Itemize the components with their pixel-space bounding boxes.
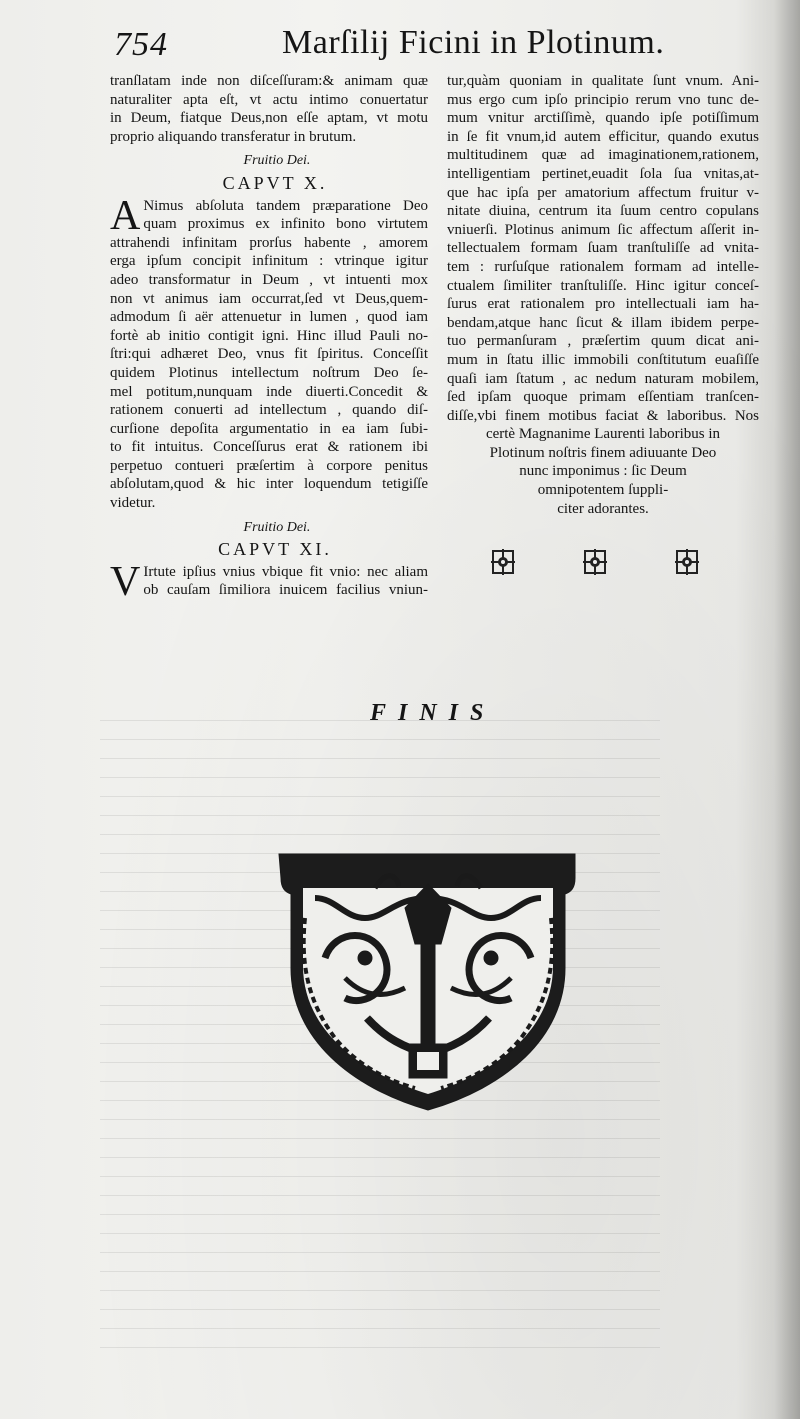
page-number: 754 (114, 26, 168, 63)
running-head: Marſilij Ficini in Plotinum. (282, 24, 665, 61)
text-line: ctualem ſimiliter tranſtuliſſe. Hinc igitur conceſ- (447, 277, 759, 294)
text-line: admodum ſi aër attenuetur in lumen , quod iam (110, 309, 428, 326)
text-line: attrahendi infinitam prorſus habente , amorem (110, 234, 428, 251)
text-line: quam proximus ex infinito bono virtutem (143, 216, 428, 233)
text-line: proprio aliquando transferatur in brutum. (110, 128, 357, 145)
chapter-heading: CAPVT XI. (218, 539, 332, 560)
chapter-heading: CAPVT X. (222, 172, 328, 193)
text-line: mum in ſtatu illic immobili conſtitutum euaſiſſe (447, 351, 759, 368)
text-line: in Deum, fiatque Deus,non eſſe aptam, vt motu (110, 110, 428, 127)
chapter-opening (110, 558, 428, 605)
drop-cap: A (110, 192, 141, 239)
text-line: que hac ipſa per amatorium affectum fruitur v- (447, 184, 759, 201)
text-line: in ſe fit vnum,id autem efficitur, quando exutus (447, 128, 759, 145)
right-column (447, 72, 759, 518)
text-line: rationem conuerti ad intellectum , quando diſ- (110, 402, 428, 419)
text-line: tranſlatam inde non diſceſſuram:& animam quæ (110, 73, 428, 89)
text-line: nitate diuina, centrum ita ſuum centro copulans (447, 203, 759, 220)
text-line: tem : rurſuſque rationalem formam ad intelle- (447, 258, 759, 275)
text-line: videtur. (110, 495, 156, 512)
text-line: quaſi iam ſtatum , ac nedum naturam mobilem, (447, 370, 759, 387)
text-line: intelligentiam pertinet,euadit ſola ſua vnitas,at- (447, 165, 759, 182)
text-line: mus ergo cum ipſo principio rerum vno tunc de- (447, 91, 759, 108)
text-line: curſione depoſita argumentatio in ea iam ſubi- (110, 420, 428, 437)
text-line: perpetuo contueri præſertim à corpore penitus (110, 457, 428, 474)
text-line: ſtri:qui adhæret Deo, vnus fit ſpiritus. Conceſſit (110, 346, 428, 363)
text-line: Plotinum noſtris finem adiuuante Deo (489, 444, 717, 461)
text-line: certè Magnanime Laurenti laboribus in (485, 426, 721, 443)
text-line: ſurus erat rationalem pro intellectuali iam ha- (447, 296, 759, 313)
text-line: ob cauſam ſimiliora inuicem facilius vniun- (143, 582, 428, 599)
text-line: quidem Plotinus intellectum noſtrum Deo ſe- (110, 364, 428, 381)
chapter-opening (110, 192, 428, 239)
text-line: diſſe,vbi finem motibus faciat & laboribus. Nos (447, 407, 759, 424)
text-line: tur,quàm quoniam in qualitate ſunt vnum. Ani- (447, 73, 759, 89)
text-line: citer adorantes. (557, 500, 649, 517)
text-line: naturaliter apta eſt, vt actu intimo conuertatur (110, 91, 428, 108)
text-line: Irtute ipſius vnius vbique fit vnio: nec aliam (143, 563, 428, 580)
woodcut-tailpiece-icon (275, 848, 581, 1116)
fleuron-ornament-icon (490, 548, 516, 576)
gutter-shadow (774, 0, 800, 1419)
text-line: tellectualem formam ſuam tranſtuliſſe ad vnita- (447, 240, 759, 257)
rubric: Fruitio Dei. (243, 153, 311, 169)
text-line: vniuerſi. Plotinus animum ſic affectum aſſerit in- (447, 221, 759, 238)
text-line: omnipotentem ſuppli- (537, 482, 669, 499)
text-line: bendam,atque hanc ſicut & illam ibidem perpe- (447, 314, 759, 331)
rubric: Fruitio Dei. (243, 519, 311, 535)
text-line: nunc imponimus : ſic Deum (519, 463, 687, 480)
text-line: to fit intuitus. Conceſſurus erat & rationem ibi (110, 439, 428, 456)
text-line: Nimus abſoluta tandem præparatione Deo (143, 197, 428, 214)
text-line: fortè ab initio contigit igni. Hinc illud Pauli no- (110, 327, 428, 344)
fleuron-row (490, 548, 700, 578)
text-line: multitudinem quæ ad imaginationem,rationem, (447, 147, 759, 164)
text-line: ſed ipſam quoque primam eſſentiam tranſcen- (447, 389, 759, 406)
text-line: abſolutam,quod & hic inter loquendum tetigiſſe (110, 476, 428, 493)
text-line: adeo transformatur in Deum , vt intuenti mox (110, 271, 428, 288)
text-line: erga ipſum concipit infinitum : vtrinque igitur (110, 253, 428, 270)
finis-label: FINIS (370, 700, 496, 726)
drop-cap: V (110, 558, 141, 605)
fleuron-ornament-icon (674, 548, 700, 576)
text-line: non vt animus iam occurrat,ſed vt Deus,quem- (110, 290, 428, 307)
text-line: mum vnitur arctiſſimè, quando ipſe potiſſimum (447, 110, 759, 127)
page-header (112, 22, 672, 72)
left-column (110, 72, 428, 605)
fleuron-ornament-icon (582, 548, 608, 576)
text-line: mel potitum,nunquam inde diuerti.Concedit & (110, 383, 428, 400)
text-line: tuo permanſuram , præſertim quum dicat ani- (447, 333, 759, 350)
